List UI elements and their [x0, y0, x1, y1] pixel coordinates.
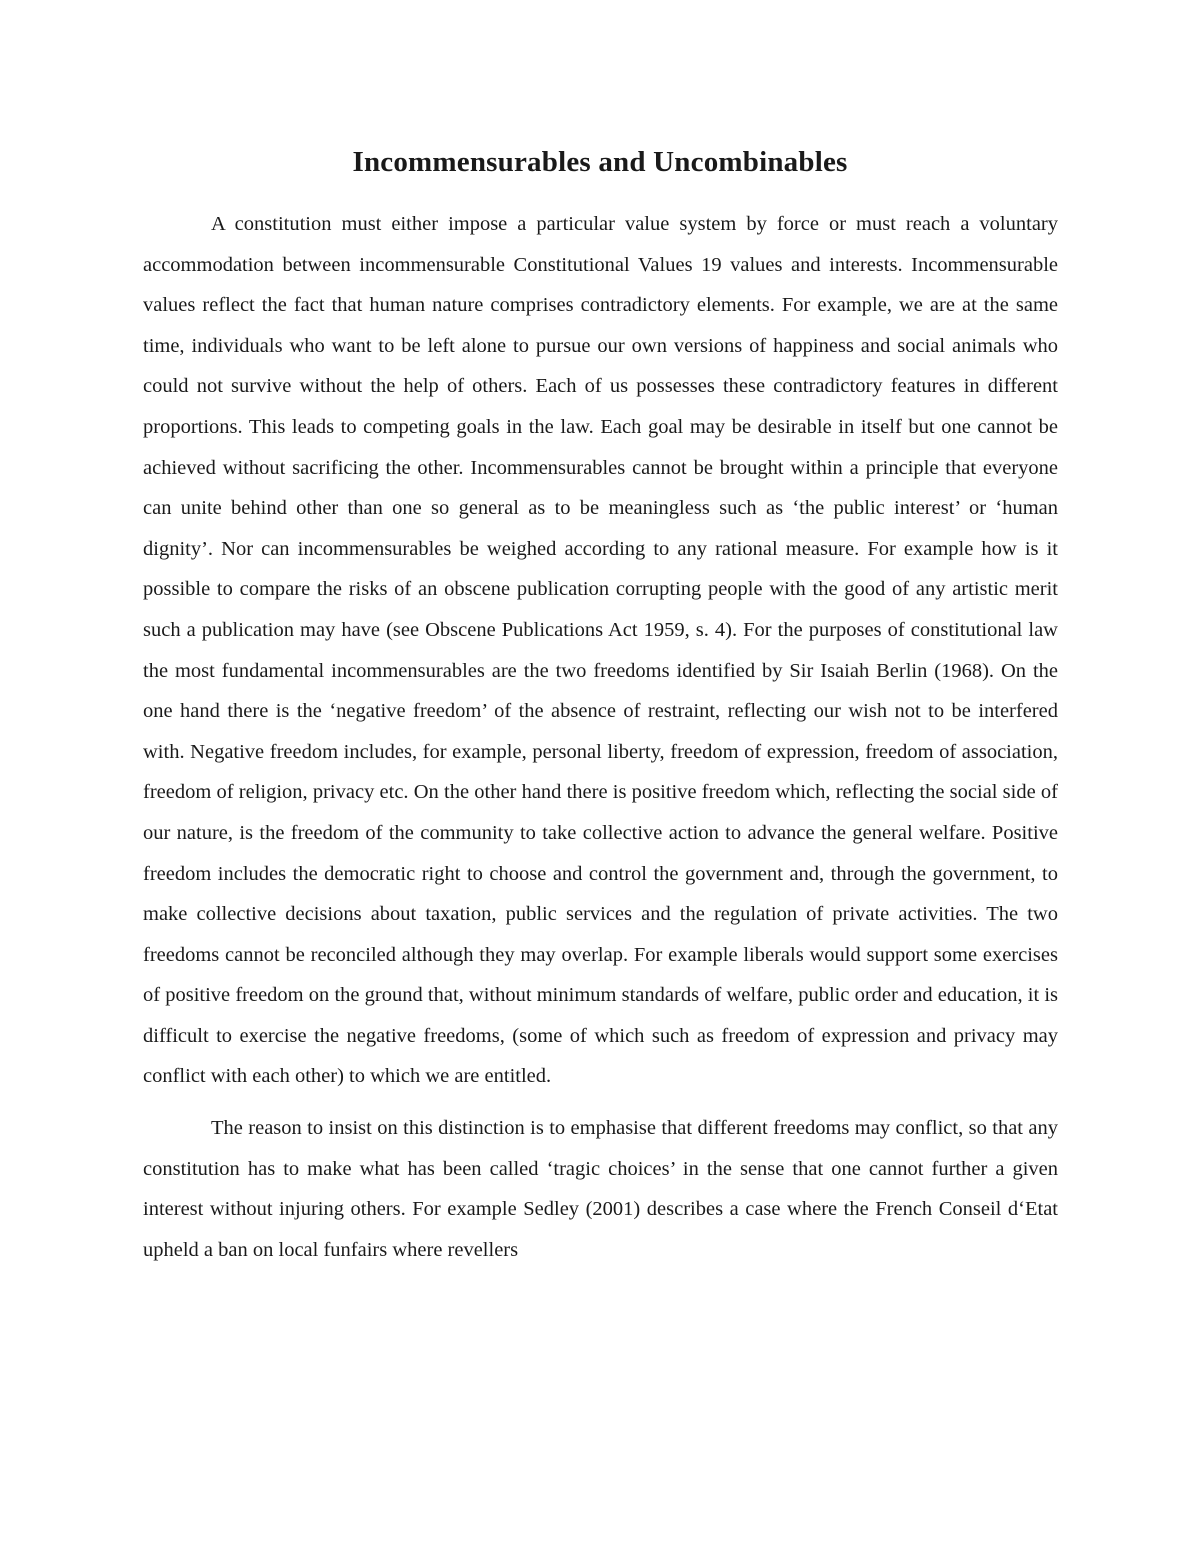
document-body [143, 204, 1058, 1270]
paragraph-incommensurable-values: A constitution must either impose a particular value system by force or must reach a voluntary accommodation between incommensurable Constitutional Values 19 values and interests. Incommensurable values reflect the fact that human nature comprises contradictory elements. For example, we are at the same time, individuals who want to be left alone to pursue our own versions of happiness and social animals who could not survive without the help of others. Each of us possesses these contradictory features in different proportions. This leads to competing goals in the law. Each goal may be desirable in itself but one cannot be achieved without sacrificing the other. Incommensurables cannot be brought within a principle that everyone can unite behind other than one so general as to be meaningless such as ‘the public interest’ or ‘human dignity’. Nor can incommensurables be weighed according to any rational measure. For example how is it possible to compare the risks of an obscene publication corrupting people with the good of any artistic merit such a publication may have (see Obscene Publications Act 1959, s. 4). For the purposes of constitutional law the most fundamental incommensurables are the two freedoms identified by Sir Isaiah Berlin (1968). On the one hand there is the ‘negative freedom’ of the absence of restraint, reflecting our wish not to be interfered with. Negative freedom includes, for example, personal liberty, freedom of expression, freedom of association, freedom of religion, privacy etc. On the other hand there is positive freedom which, reflecting the social side of our nature, is the freedom of the community to take collective action to advance the general welfare. Positive freedom includes the democratic right to choose and control the government and, through the government, to make collective decisions about taxation, public services and the regulation of private activities. The two freedoms cannot be reconciled although they may overlap. For example liberals would support some exercises of positive freedom on the ground that, without minimum standards of welfare, public order and education, it is difficult to exercise the negative freedoms, (some of which such as freedom of expression and privacy may conflict with each other) to which we are entitled. [143, 213, 1058, 1088]
document-title: Incommensurables and Uncombinables [352, 146, 848, 178]
paragraph-tragic-choices: The reason to insist on this distinction is to emphasise that different freedoms may conflict, so that any constitution has to make what has been called ‘tragic choices’ in the sense that one cannot further a given interest without injuring others. For example Sedley (2001) describes a case where the French Conseil d‘Etat upheld a ban on local funfairs where revellers [143, 1117, 1058, 1261]
